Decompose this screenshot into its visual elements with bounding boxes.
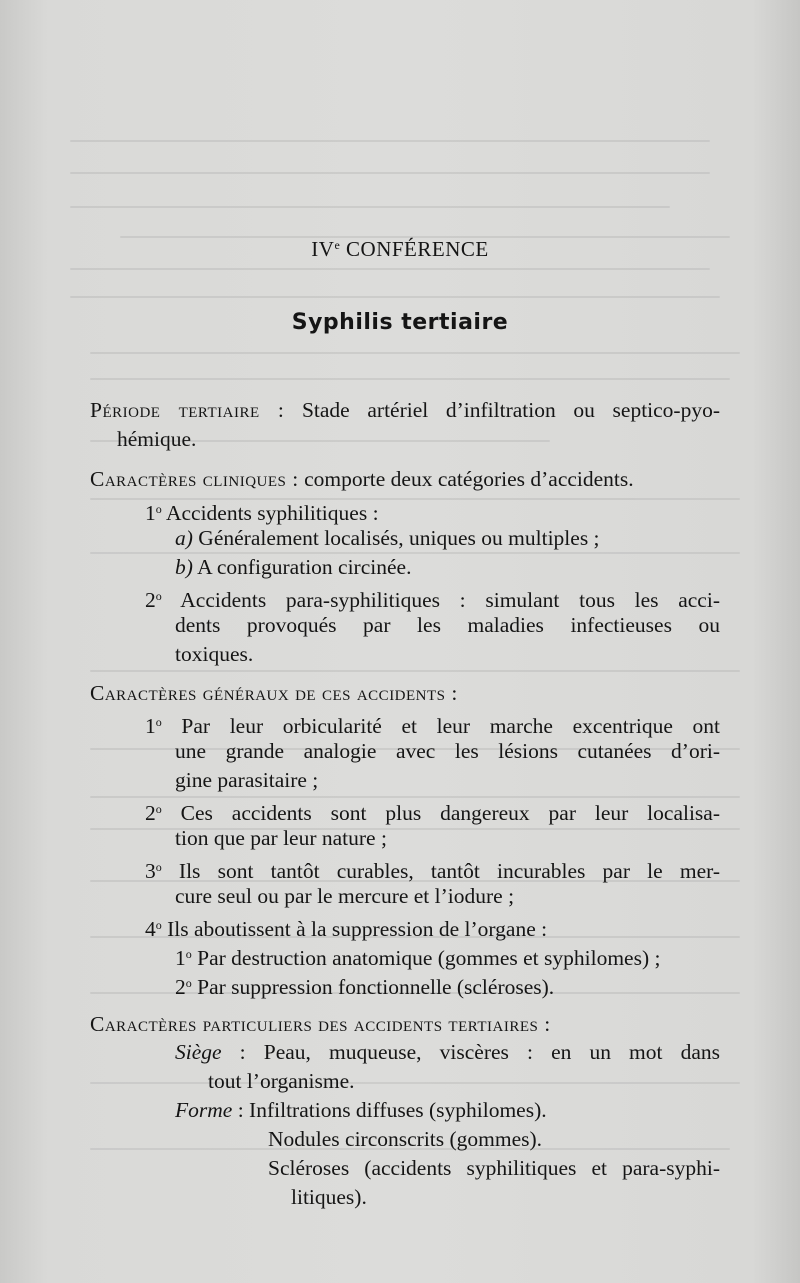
cliniques-item-2-line-2: dents provoqués par les maladies infectieuses ou xyxy=(175,613,720,637)
item-text: Accidents syphilitiques : xyxy=(165,501,379,525)
item-number-sup: o xyxy=(185,976,192,990)
item-number: 2 xyxy=(145,588,156,612)
title-rest: CONFÉRENCE xyxy=(346,237,489,261)
item-number: 4 xyxy=(145,917,156,941)
item-number: 3 xyxy=(145,859,156,883)
item-text: Généralement localisés, uniques ou multiples ; xyxy=(198,526,600,550)
item-text: Par leur orbicularité et leur marche excentrique ont xyxy=(181,714,720,738)
item-text: Ces accidents sont plus dangereux par leur localisa- xyxy=(180,801,721,825)
item-number: 1 xyxy=(145,501,156,525)
cliniques-item-2-line-3: toxiques. xyxy=(175,642,254,666)
siege-label: Siège xyxy=(175,1040,222,1064)
item-number: 1 xyxy=(145,714,156,738)
item-number-sup: o xyxy=(155,860,162,874)
cliniques-label: Caractères cliniques : xyxy=(90,467,299,491)
generaux-item-1-line-2: une grande analogie avec les lésions cutanées d’ori- xyxy=(175,739,720,763)
item-number-sup: o xyxy=(185,947,192,961)
periode-line-2: hémique. xyxy=(117,427,197,451)
item-number: 2 xyxy=(145,801,156,825)
generaux-label: Caractères généraux de ces accidents : xyxy=(90,681,458,705)
siege-line-2: tout l’organisme. xyxy=(208,1069,355,1093)
periode-line-1 xyxy=(90,396,720,425)
forme-line-2: Nodules circonscrits (gommes). xyxy=(268,1127,543,1151)
item-text: Ils aboutissent à la suppression de l’organe : xyxy=(167,917,548,941)
item-text: Par destruction anatomique (gommes et syphilomes) ; xyxy=(197,946,661,970)
item-letter: a) xyxy=(175,526,193,550)
siege-line-1 xyxy=(175,1038,720,1067)
cliniques-item-1a xyxy=(175,524,600,553)
title-sup: e xyxy=(334,238,341,252)
title-roman: IV xyxy=(311,237,335,261)
cliniques-line xyxy=(90,465,634,494)
item-number-sup: o xyxy=(155,589,162,603)
siege-text: : Peau, muqueuse, viscères : en un mot dans xyxy=(239,1040,721,1064)
item-text: Par suppression fonctionnelle (scléroses). xyxy=(197,975,555,999)
forme-line-4: litiques). xyxy=(291,1185,367,1209)
cliniques-text: comporte deux catégories d’accidents. xyxy=(304,467,634,491)
item-number-sup: o xyxy=(155,918,162,932)
item-number: 2 xyxy=(175,975,186,999)
item-number: 1 xyxy=(175,946,186,970)
forme-text: : Infiltrations diffuses (syphilomes). xyxy=(237,1098,547,1122)
item-letter: b) xyxy=(175,555,193,579)
forme-line-3: Scléroses (accidents syphilitiques et para-syphi- xyxy=(268,1156,720,1180)
generaux-item-2-line-2: tion que par leur nature ; xyxy=(175,826,387,850)
item-text: A configuration circinée. xyxy=(197,555,412,579)
item-number-sup: o xyxy=(155,502,162,516)
periode-label: Période tertiaire : xyxy=(90,398,285,422)
generaux-item-3-line-2: cure seul ou par le mercure et l’iodure ; xyxy=(175,884,515,908)
page-subtitle: Syphilis tertiaire xyxy=(291,310,509,335)
item-text: Ils sont tantôt curables, tantôt incurables par le mer- xyxy=(178,859,720,883)
particuliers-label: Caractères particuliers des accidents tertiaires : xyxy=(90,1012,551,1036)
forme-line-1 xyxy=(175,1096,547,1125)
cliniques-item-1b xyxy=(175,553,411,582)
generaux-item-4-sub-2 xyxy=(175,969,554,1002)
generaux-item-1-line-3: gine parasitaire ; xyxy=(175,768,319,792)
forme-label: Forme xyxy=(175,1098,233,1122)
item-number-sup: o xyxy=(155,715,162,729)
item-number-sup: o xyxy=(155,802,162,816)
page-title xyxy=(0,237,800,262)
periode-text-1: Stade artériel d’infiltration ou septico-pyo- xyxy=(301,398,720,422)
item-text: Accidents para-syphilitiques : simulant tous les acci- xyxy=(180,588,720,612)
